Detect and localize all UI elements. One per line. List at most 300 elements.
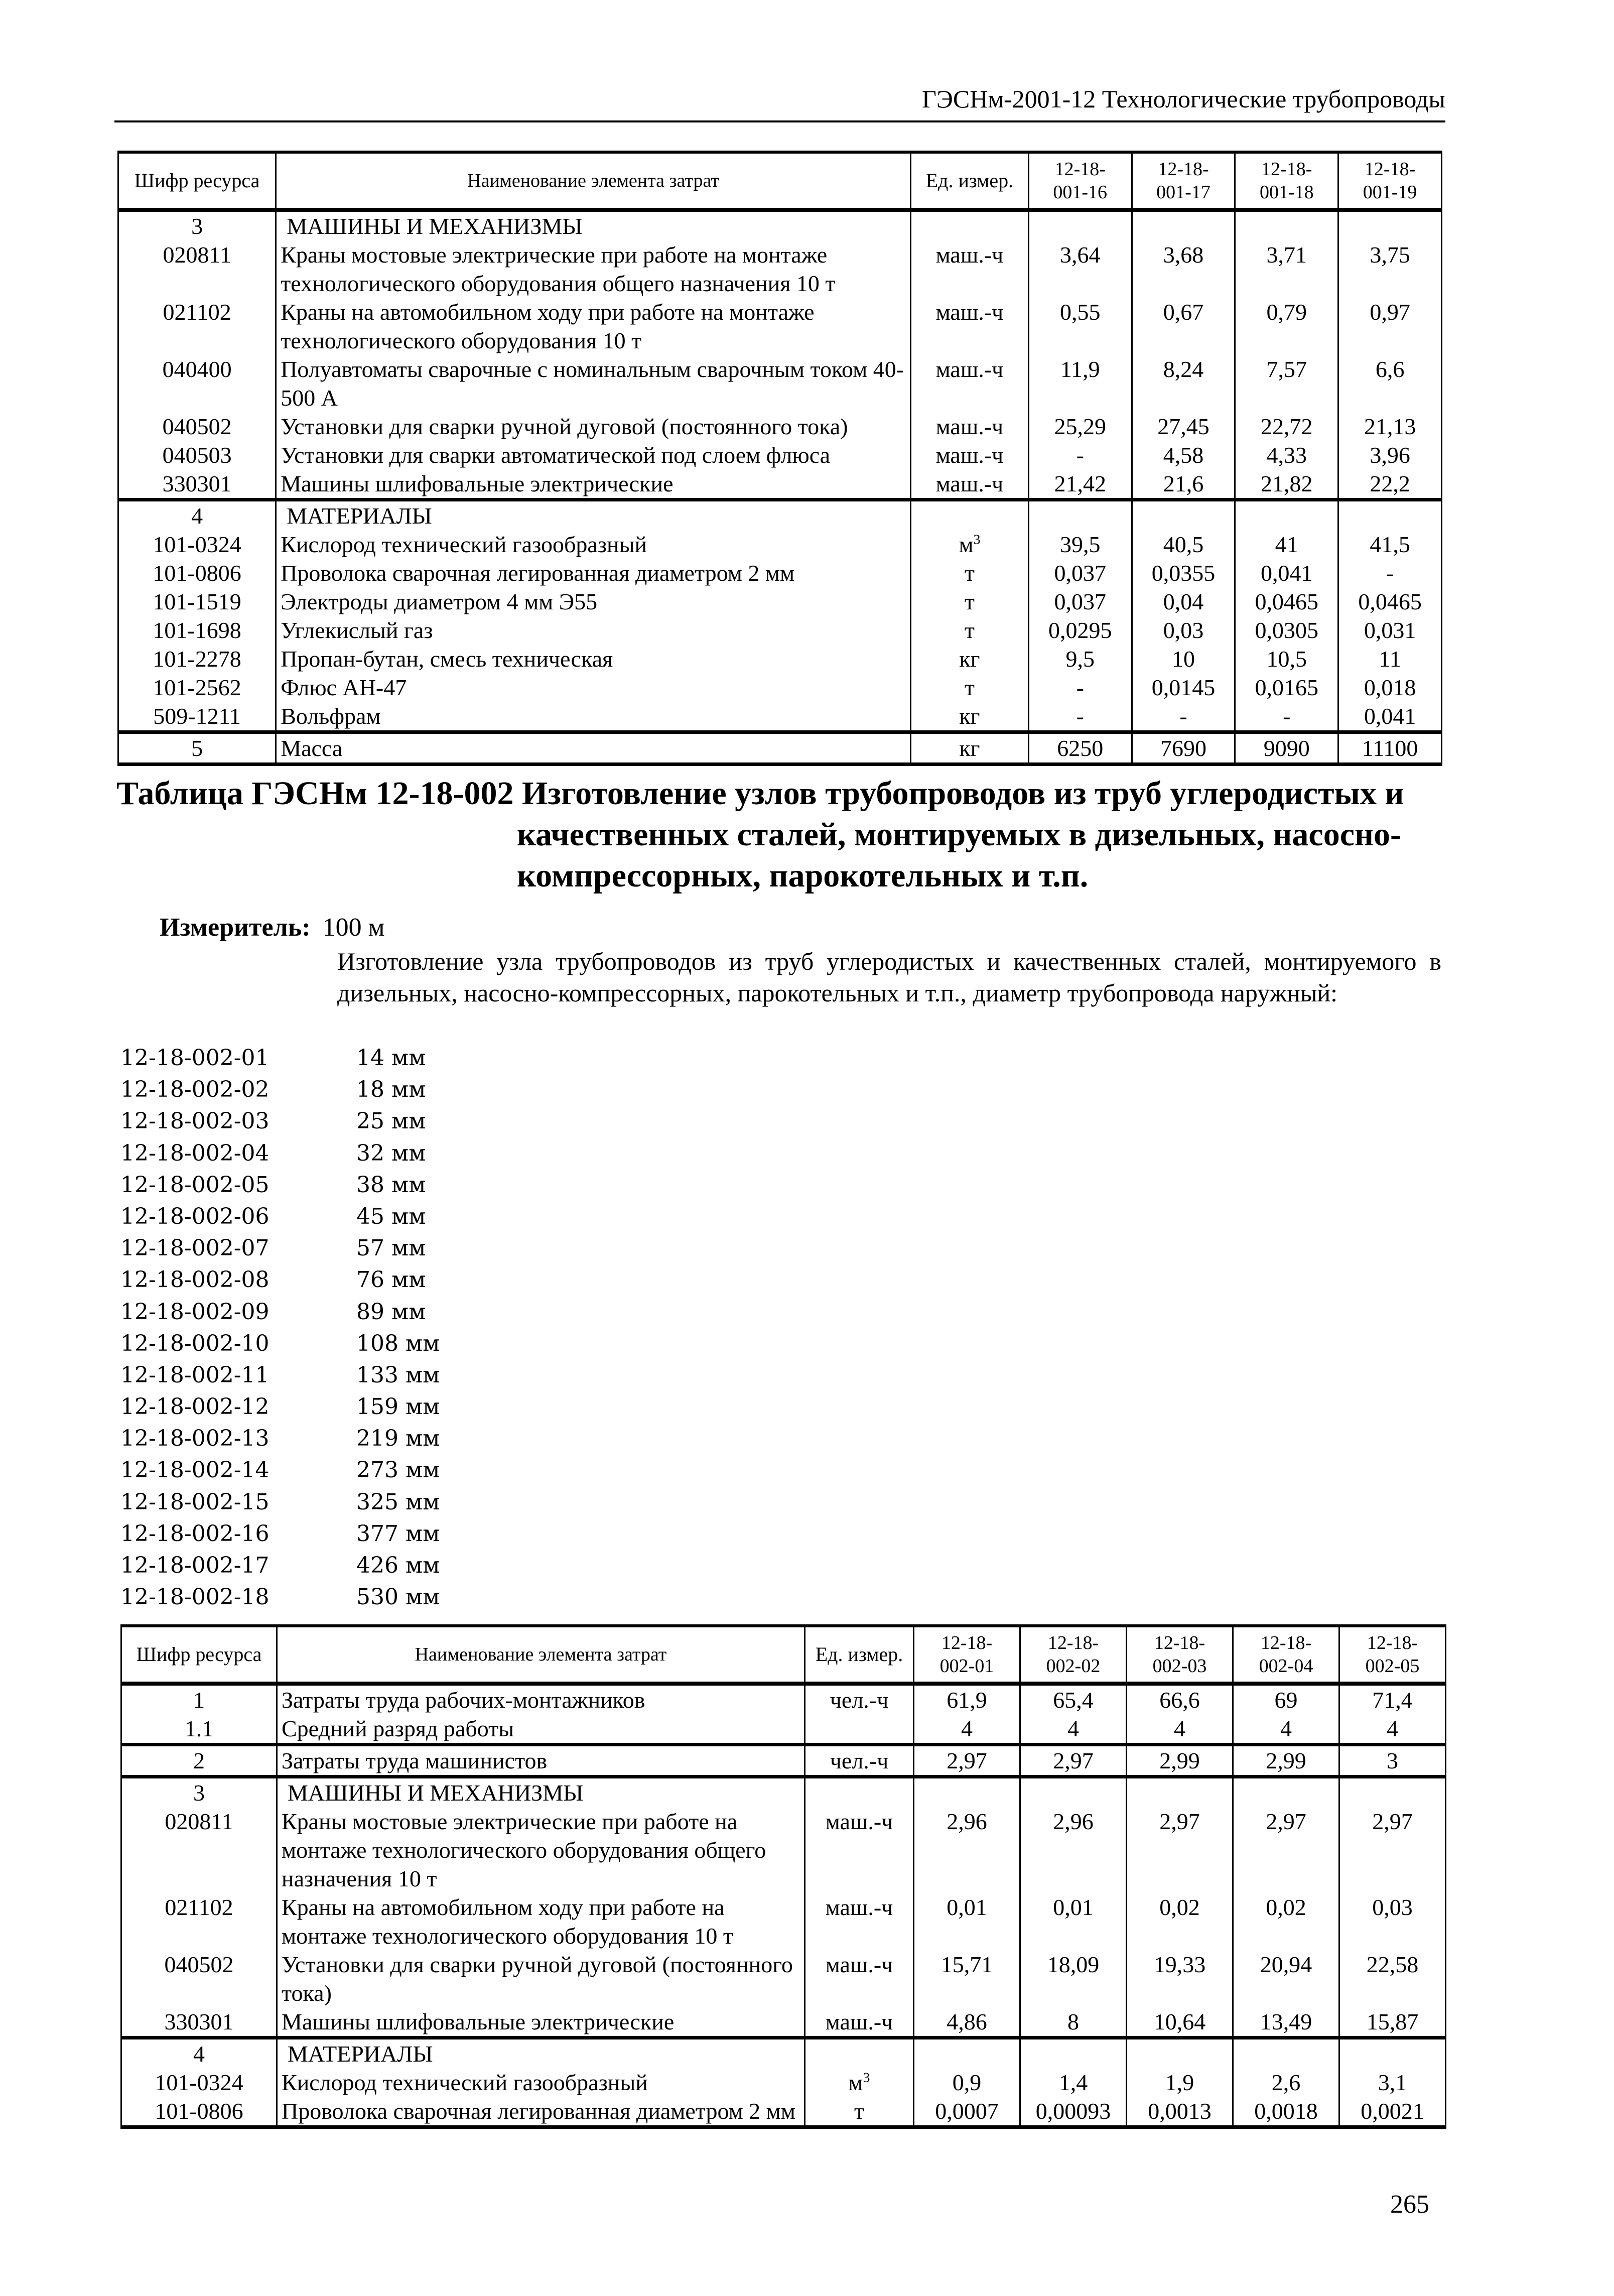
section-title: МАШИНЫ И МЕХАНИЗМЫ xyxy=(276,210,911,240)
unit-label: чел.-ч xyxy=(830,1748,889,1773)
resource-name: Кислород технический газообразный xyxy=(277,2068,805,2097)
value-cell: 15,87 xyxy=(1339,2007,1446,2038)
value-cell: 20,94 xyxy=(1233,1950,1339,2007)
header-col-3-bottom: 001-18 xyxy=(1259,182,1314,203)
resource-name: Пропан-бутан, смесь техническая xyxy=(276,645,911,673)
norm-item-diameter: 133 мм xyxy=(356,1362,440,1388)
resource-name: Затраты труда машинистов xyxy=(277,1745,805,1777)
table-row xyxy=(121,2068,1446,2097)
empty-cell xyxy=(1132,210,1235,240)
empty-cell xyxy=(1020,1777,1127,1808)
resource-code: 1.1 xyxy=(121,1714,277,1745)
value-cell: 3,75 xyxy=(1338,240,1442,298)
norm-item-code: 12-18-002-12 xyxy=(120,1394,270,1420)
resource-code: 330301 xyxy=(121,2007,277,2038)
empty-cell xyxy=(1020,2038,1127,2069)
unit-label: маш.-ч xyxy=(825,1894,893,1920)
resource-name: Краны мостовые электрические при работе на монтаже технологического оборудования общего назначения 10 т xyxy=(276,240,911,298)
table-row xyxy=(121,1745,1446,1777)
value-cell: 1,4 xyxy=(1020,2068,1127,2097)
value-cell: 65,4 xyxy=(1020,1684,1127,1714)
header-col-2-bottom: 002-02 xyxy=(1046,1655,1101,1677)
value-cell: 18,09 xyxy=(1020,1950,1127,2007)
norm-item-code: 12-18-002-13 xyxy=(120,1426,270,1452)
norm-item-code: 12-18-002-04 xyxy=(120,1140,270,1166)
header-col-1-top: 12-18- xyxy=(941,1632,993,1653)
value-cell: 21,6 xyxy=(1132,469,1235,500)
value-cell: 2,96 xyxy=(914,1807,1020,1893)
empty-cell xyxy=(1235,500,1338,531)
value-cell: 0,031 xyxy=(1338,616,1442,645)
value-cell: 2,97 xyxy=(1020,1745,1127,1777)
value-cell: 0,0465 xyxy=(1338,587,1442,616)
value-cell: 9,5 xyxy=(1028,645,1132,673)
empty-cell xyxy=(910,500,1028,531)
empty-cell xyxy=(805,1777,914,1808)
norm-item-diameter: 38 мм xyxy=(356,1172,426,1198)
norm-item xyxy=(120,1454,440,1486)
value-cell: 0,02 xyxy=(1127,1893,1233,1950)
unit-cell xyxy=(910,412,1028,441)
value-cell: 66,6 xyxy=(1127,1684,1233,1714)
unit-label: маш.-ч xyxy=(825,1809,893,1834)
norm-item-diameter: 57 мм xyxy=(356,1235,426,1261)
norm-item-code: 12-18-002-01 xyxy=(120,1045,270,1071)
section-header-row xyxy=(118,500,1442,531)
resource-code: 1 xyxy=(121,1684,277,1714)
unit-label: м xyxy=(848,2070,863,2095)
value-cell: 0,0465 xyxy=(1235,587,1338,616)
resource-code: 020811 xyxy=(121,1807,277,1893)
table-row xyxy=(121,2007,1446,2038)
unit-label: т xyxy=(964,589,975,614)
header-col-3-top: 12-18- xyxy=(1154,1632,1205,1653)
header-col-4-top: 12-18- xyxy=(1364,159,1416,180)
mass-row xyxy=(118,732,1442,764)
value-cell: 4 xyxy=(1339,1714,1446,1745)
value-cell: 0,041 xyxy=(1338,702,1442,732)
norm-item-code: 12-18-002-07 xyxy=(120,1235,270,1261)
resource-name: Машины шлифовальные электрические xyxy=(277,2007,805,2038)
value-cell: 0,79 xyxy=(1235,298,1338,355)
norm-item xyxy=(120,1169,440,1201)
work-description: Изготовление узла трубопроводов из труб углеродистых и качественных сталей, монтируемого в дизельных, насосно-компрессорных, парокотельных и т.п., диаметр трубопровода наружный: xyxy=(337,947,1441,1007)
norm-item-diameter: 325 мм xyxy=(356,1489,440,1515)
value-cell: 0,67 xyxy=(1132,298,1235,355)
header-col-3-bottom: 002-03 xyxy=(1152,1655,1207,1677)
norm-item xyxy=(120,1423,440,1454)
norm-item-diameter: 76 мм xyxy=(356,1267,426,1293)
value-cell: 2,6 xyxy=(1233,2068,1339,2097)
resource-name: Установки для сварки ручной дуговой (постоянного тока) xyxy=(277,1950,805,2007)
resource-code: 101-1698 xyxy=(118,616,276,645)
resource-name: Краны на автомобильном ходу при работе на монтаже технологического оборудования 10 т xyxy=(277,1893,805,1950)
table-row xyxy=(121,1714,1446,1745)
empty-cell xyxy=(1028,500,1132,531)
table-body xyxy=(118,210,1442,764)
value-cell: 8,24 xyxy=(1132,355,1235,412)
resource-name: Вольфрам xyxy=(276,702,911,732)
header-name: Наименование элемента затрат xyxy=(276,152,911,210)
unit-cell xyxy=(910,530,1028,559)
unit-label: маш.-ч xyxy=(935,442,1004,468)
value-cell: 0,041 xyxy=(1235,559,1338,587)
unit-label: т xyxy=(964,560,975,586)
resource-name: Проволока сварочная легированная диаметром 2 мм xyxy=(276,559,911,587)
header-col-4-top: 12-18- xyxy=(1260,1632,1312,1653)
resource-code: 330301 xyxy=(118,469,276,500)
resource-name: Масса xyxy=(276,732,911,764)
resource-name: Полуавтоматы сварочные с номинальным сварочным током 40-500 А xyxy=(276,355,911,412)
resource-code: 101-0324 xyxy=(121,2068,277,2097)
header-col-5 xyxy=(1339,1626,1446,1684)
value-cell: 6250 xyxy=(1028,732,1132,764)
value-cell: 41 xyxy=(1235,530,1338,559)
resource-code: 2 xyxy=(121,1745,277,1777)
empty-cell xyxy=(914,2038,1020,2069)
resource-table-12-18-001 xyxy=(117,151,1442,766)
norm-item-code: 12-18-002-10 xyxy=(120,1330,270,1356)
unit-label: маш.-ч xyxy=(935,299,1004,325)
norm-item xyxy=(120,1518,440,1550)
norm-item xyxy=(120,1201,440,1232)
norm-item-diameter: 89 мм xyxy=(356,1299,426,1325)
value-cell: 3,68 xyxy=(1132,240,1235,298)
header-col-4-bottom: 001-19 xyxy=(1363,182,1417,203)
section-header-row xyxy=(121,2038,1446,2069)
empty-cell xyxy=(1339,1777,1446,1808)
resource-code: 101-0806 xyxy=(118,559,276,587)
unit-cell xyxy=(805,1807,914,1893)
value-cell: 0,02 xyxy=(1233,1893,1339,1950)
value-cell: 0,04 xyxy=(1132,587,1235,616)
norm-item-diameter: 32 мм xyxy=(356,1140,426,1166)
value-cell: - xyxy=(1028,441,1132,469)
norm-item-diameter: 108 мм xyxy=(356,1330,440,1356)
header-col-2-top: 12-18- xyxy=(1158,159,1209,180)
header-col-3 xyxy=(1235,152,1338,210)
value-cell: 4 xyxy=(1127,1714,1233,1745)
value-cell: - xyxy=(1028,673,1132,702)
value-cell: 0,00093 xyxy=(1020,2097,1127,2127)
norm-item-diameter: 45 мм xyxy=(356,1203,426,1229)
value-cell: 61,9 xyxy=(914,1684,1020,1714)
norm-item-diameter: 273 мм xyxy=(356,1457,440,1483)
resource-name: Флюс АН-47 xyxy=(276,673,911,702)
norm-item-diameter: 14 мм xyxy=(356,1045,426,1071)
table-row xyxy=(121,1807,1446,1893)
unit-cell xyxy=(805,1893,914,1950)
norm-item xyxy=(120,1264,440,1296)
value-cell: 0,03 xyxy=(1132,616,1235,645)
empty-cell xyxy=(1233,1777,1339,1808)
table-body xyxy=(121,1684,1446,2127)
value-cell: 41,5 xyxy=(1338,530,1442,559)
section-header-row xyxy=(121,1777,1446,1808)
value-cell: 21,42 xyxy=(1028,469,1132,500)
unit-label: маш.-ч xyxy=(935,414,1004,439)
resource-code: 5 xyxy=(118,732,276,764)
value-cell: 3,96 xyxy=(1338,441,1442,469)
value-cell: 2,97 xyxy=(1233,1807,1339,1893)
table-row xyxy=(118,559,1442,587)
unit-label: кг xyxy=(959,646,980,672)
norm-item-code: 12-18-002-02 xyxy=(120,1077,270,1103)
empty-cell xyxy=(1338,210,1442,240)
unit-cell xyxy=(910,673,1028,702)
value-cell: 11100 xyxy=(1338,732,1442,764)
table-row xyxy=(118,673,1442,702)
norm-item-code: 12-18-002-05 xyxy=(120,1172,270,1198)
value-cell: 0,01 xyxy=(1020,1893,1127,1950)
table-row xyxy=(118,240,1442,298)
resource-name: Краны мостовые электрические при работе на монтаже технологического оборудования общего назначения 10 т xyxy=(277,1807,805,1893)
resource-code: 021102 xyxy=(121,1893,277,1950)
resource-name: Углекислый газ xyxy=(276,616,911,645)
unit-label: т xyxy=(854,2098,865,2124)
unit-label: маш.-ч xyxy=(825,2009,893,2034)
value-cell: 0,0021 xyxy=(1339,2097,1446,2127)
header-unit: Ед. измер. xyxy=(805,1626,914,1684)
value-cell: 8 xyxy=(1020,2007,1127,2038)
resource-code: 101-1519 xyxy=(118,587,276,616)
value-cell: 0,03 xyxy=(1339,1893,1446,1950)
value-cell: 69 xyxy=(1233,1684,1339,1714)
resource-name: Затраты труда рабочих-монтажников xyxy=(277,1684,805,1714)
unit-cell xyxy=(910,441,1028,469)
table-row xyxy=(118,702,1442,732)
table-row xyxy=(118,645,1442,673)
norm-item xyxy=(120,1105,440,1137)
value-cell: - xyxy=(1338,559,1442,587)
header-unit: Ед. измер. xyxy=(910,152,1028,210)
norm-item xyxy=(120,1391,440,1423)
empty-cell xyxy=(1127,1777,1233,1808)
norm-item-code: 12-18-002-11 xyxy=(120,1362,270,1388)
value-cell: 0,0018 xyxy=(1233,2097,1339,2127)
unit-cell xyxy=(910,587,1028,616)
unit-cell xyxy=(910,298,1028,355)
section-title: МАШИНЫ И МЕХАНИЗМЫ xyxy=(277,1777,805,1808)
empty-cell xyxy=(1132,500,1235,531)
unit-label: маш.-ч xyxy=(935,471,1004,496)
resource-name: Проволока сварочная легированная диаметром 2 мм xyxy=(277,2097,805,2127)
running-head: ГЭСНм-2001-12 Технологические трубопроводы xyxy=(921,85,1445,113)
value-cell: 2,97 xyxy=(1339,1807,1446,1893)
norm-item-code: 12-18-002-14 xyxy=(120,1457,270,1483)
table-row xyxy=(118,530,1442,559)
value-cell: 9090 xyxy=(1235,732,1338,764)
table-row xyxy=(118,412,1442,441)
value-cell: 13,49 xyxy=(1233,2007,1339,2038)
value-cell: 22,72 xyxy=(1235,412,1338,441)
unit-cell xyxy=(805,1745,914,1777)
unit-cell xyxy=(805,2068,914,2097)
header-col-5-bottom: 002-05 xyxy=(1365,1655,1420,1677)
header-col-1-bottom: 001-16 xyxy=(1053,182,1108,203)
header-col-4 xyxy=(1338,152,1442,210)
unit-label: маш.-ч xyxy=(935,242,1004,268)
value-cell: 3,71 xyxy=(1235,240,1338,298)
unit-cell xyxy=(910,469,1028,500)
resource-table-12-18-002 xyxy=(120,1624,1446,2129)
value-cell: 0,0013 xyxy=(1127,2097,1233,2127)
norm-item-diameter: 159 мм xyxy=(356,1394,440,1420)
value-cell: 2,96 xyxy=(1020,1807,1127,1893)
norm-item-code: 12-18-002-09 xyxy=(120,1299,270,1325)
value-cell: 7,57 xyxy=(1235,355,1338,412)
header-col-2 xyxy=(1020,1626,1127,1684)
header-col-2-top: 12-18- xyxy=(1047,1632,1099,1653)
resource-name: Краны на автомобильном ходу при работе на монтаже технологического оборудования 10 т xyxy=(276,298,911,355)
resource-code: 020811 xyxy=(118,240,276,298)
empty-cell xyxy=(1338,500,1442,531)
table-row xyxy=(121,1684,1446,1714)
value-cell: 19,33 xyxy=(1127,1950,1233,2007)
resource-code: 021102 xyxy=(118,298,276,355)
value-cell: 0,037 xyxy=(1028,587,1132,616)
unit-label: т xyxy=(964,675,975,700)
resource-code: 040502 xyxy=(118,412,276,441)
header-col-4-bottom: 002-04 xyxy=(1259,1655,1313,1677)
unit-cell xyxy=(805,1950,914,2007)
empty-cell xyxy=(910,210,1028,240)
value-cell: 1,9 xyxy=(1127,2068,1233,2097)
unit-cell xyxy=(805,2007,914,2038)
value-cell: 0,01 xyxy=(914,1893,1020,1950)
norm-item-diameter: 219 мм xyxy=(356,1426,440,1452)
norm-item-code: 12-18-002-17 xyxy=(120,1553,270,1578)
resource-code: 040503 xyxy=(118,441,276,469)
section-code: 4 xyxy=(121,2038,277,2069)
unit-label: чел.-ч xyxy=(830,1687,889,1713)
norm-item xyxy=(120,1359,440,1391)
measure-label: Измеритель: xyxy=(160,913,311,942)
norm-item xyxy=(120,1042,440,1074)
norm-item-code: 12-18-002-16 xyxy=(120,1520,270,1547)
section-code: 3 xyxy=(121,1777,277,1808)
resource-code: 040400 xyxy=(118,355,276,412)
unit-cell xyxy=(910,702,1028,732)
value-cell: 4,58 xyxy=(1132,441,1235,469)
value-cell: 7690 xyxy=(1132,732,1235,764)
value-cell: 3,1 xyxy=(1339,2068,1446,2097)
unit-label: маш.-ч xyxy=(935,356,1004,382)
resource-code: 101-0806 xyxy=(121,2097,277,2127)
header-name: Наименование элемента затрат xyxy=(277,1626,805,1684)
value-cell: 2,99 xyxy=(1127,1745,1233,1777)
unit-label: м xyxy=(959,532,974,557)
value-cell: 21,82 xyxy=(1235,469,1338,500)
unit-cell xyxy=(910,645,1028,673)
empty-cell xyxy=(914,1777,1020,1808)
value-cell: 15,71 xyxy=(914,1950,1020,2007)
norm-item-diameter: 18 мм xyxy=(356,1077,426,1103)
value-cell: 0,97 xyxy=(1338,298,1442,355)
section-header-row xyxy=(118,210,1442,240)
norm-item xyxy=(120,1550,440,1581)
value-cell: 0,0007 xyxy=(914,2097,1020,2127)
value-cell: 71,4 xyxy=(1339,1684,1446,1714)
resource-name: Средний разряд работы xyxy=(277,1714,805,1745)
value-cell: 0,0165 xyxy=(1235,673,1338,702)
value-cell: 0,9 xyxy=(914,2068,1020,2097)
header-col-2-bottom: 001-17 xyxy=(1156,182,1210,203)
header-col-4 xyxy=(1233,1626,1339,1684)
unit-superscript: 3 xyxy=(973,531,981,547)
section-code: 3 xyxy=(118,210,276,240)
table-row xyxy=(118,469,1442,500)
table-row xyxy=(121,1950,1446,2007)
value-cell: 6,6 xyxy=(1338,355,1442,412)
value-cell: 3,64 xyxy=(1028,240,1132,298)
value-cell: 4,86 xyxy=(914,2007,1020,2038)
norm-item xyxy=(120,1328,440,1359)
value-cell: 2,97 xyxy=(914,1745,1020,1777)
value-cell: 0,0355 xyxy=(1132,559,1235,587)
header-code: Шифр ресурса xyxy=(118,152,276,210)
header-col-2 xyxy=(1132,152,1235,210)
empty-cell xyxy=(1127,2038,1233,2069)
value-cell: 0,018 xyxy=(1338,673,1442,702)
value-cell: 0,0305 xyxy=(1235,616,1338,645)
table-row xyxy=(118,616,1442,645)
value-cell: 40,5 xyxy=(1132,530,1235,559)
value-cell: 22,2 xyxy=(1338,469,1442,500)
unit-cell xyxy=(910,559,1028,587)
norm-item-diameter: 25 мм xyxy=(356,1108,426,1134)
table-title xyxy=(116,773,1461,897)
unit-label: маш.-ч xyxy=(825,1952,893,1977)
value-cell: - xyxy=(1235,702,1338,732)
norm-item xyxy=(120,1137,440,1169)
value-cell: 11,9 xyxy=(1028,355,1132,412)
norm-item-code: 12-18-002-06 xyxy=(120,1203,270,1229)
unit-cell xyxy=(910,616,1028,645)
section-title: МАТЕРИАЛЫ xyxy=(277,2038,805,2069)
resource-code: 101-2278 xyxy=(118,645,276,673)
value-cell: 0,0145 xyxy=(1132,673,1235,702)
resource-name: Кислород технический газообразный xyxy=(276,530,911,559)
value-cell: 3 xyxy=(1339,1745,1446,1777)
empty-cell xyxy=(1235,210,1338,240)
unit-cell xyxy=(910,240,1028,298)
norm-item-code: 12-18-002-08 xyxy=(120,1267,270,1293)
empty-cell xyxy=(805,2038,914,2069)
table-header-row xyxy=(118,152,1442,210)
norm-item-diameter: 426 мм xyxy=(356,1553,440,1578)
section-code: 4 xyxy=(118,500,276,531)
norm-item-list xyxy=(120,1042,440,1613)
value-cell: 0,55 xyxy=(1028,298,1132,355)
unit-label: кг xyxy=(959,703,980,729)
table-row xyxy=(121,1893,1446,1950)
table-row xyxy=(118,441,1442,469)
value-cell: - xyxy=(1132,702,1235,732)
value-cell: 4,33 xyxy=(1235,441,1338,469)
norm-item-diameter: 530 мм xyxy=(356,1584,440,1610)
value-cell: 0,0295 xyxy=(1028,616,1132,645)
resource-code: 509-1211 xyxy=(118,702,276,732)
unit-superscript: 3 xyxy=(863,2069,870,2085)
value-cell: 39,5 xyxy=(1028,530,1132,559)
value-cell: 2,97 xyxy=(1127,1807,1233,1893)
page-number: 265 xyxy=(1390,2190,1429,2219)
table-title-line-3: компрессорных, парокотельных и т.п. xyxy=(517,857,1089,894)
table-header-row xyxy=(121,1626,1446,1684)
resource-code: 040502 xyxy=(121,1950,277,2007)
value-cell: 4 xyxy=(914,1714,1020,1745)
